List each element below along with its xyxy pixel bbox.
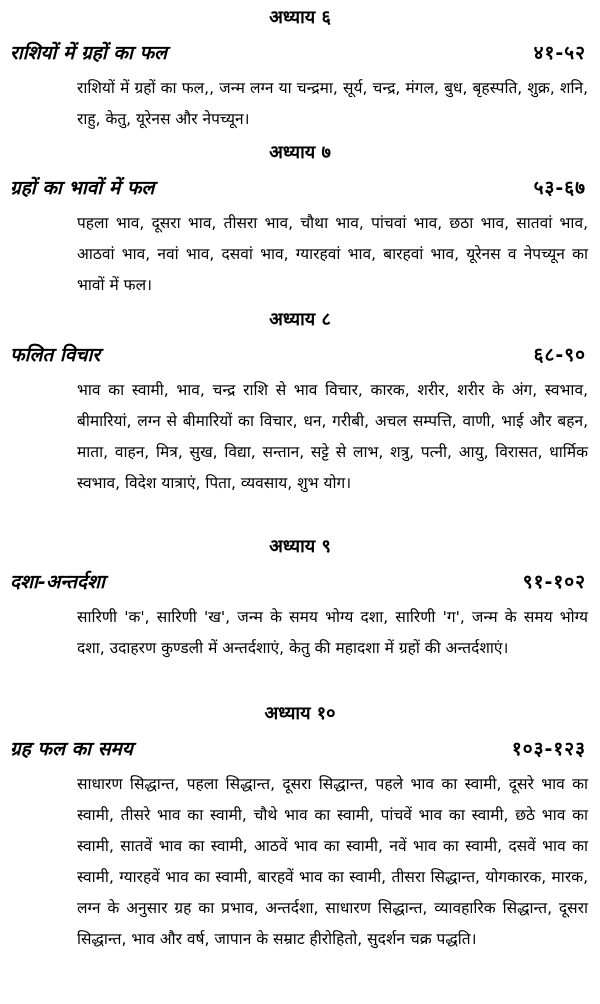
page-range: ६८-९०	[533, 344, 586, 366]
chapter-title: दशा-अन्तर्दशा	[10, 571, 105, 593]
chapter-description: सारिणी 'क', सारिणी 'ख', जन्म के समय भोग्य दशा, सारिणी 'ग', जन्म के समय भोग्य दशा, उदाहरण कुण्डली में अन्तर्दशाएं, केतु की महादशा में ग्रहों की अन्तर्दशाएं।	[77, 608, 588, 657]
chapter-title: ग्रह फल का समय	[10, 738, 133, 760]
chapter-description: भाव का स्वामी, भाव, चन्द्र राशि से भाव विचार, कारक, शरीर, शरीर के अंग, स्वभाव, बीमारियां, लग्न से बीमारियों का विचार, धन, गरीबी, अचल सम्पत्ति, वाणी, भाई और बहन, माता, वाहन, मित्र, सुख, विद्या, सन्तान, सट्टे से लाभ, शत्रु, पत्नी, आयु, विरासत, धार्मिक स्वभाव, विदेश यात्राएं, पिता, व्यवसाय, शुभ योग।	[77, 381, 588, 492]
chapter-8	[0, 308, 600, 499]
chapter-title-row	[0, 570, 600, 594]
page-range: १०३-१२३	[511, 738, 586, 760]
page-range: ४१-५२	[533, 42, 586, 64]
chapter-title: राशियों में ग्रहों का फल	[10, 42, 168, 64]
chapter-description: राशियों में ग्रहों का फल,, जन्म लग्न या चन्द्रमा, सूर्य, चन्द्र, मंगल, बुध, बृहस्पति, शुक्र, शनि, राहु, केतु, यूरेनस और नेपच्यून।	[77, 79, 588, 128]
chapter-6	[0, 6, 600, 135]
chapter-heading: अध्याय १०	[264, 703, 336, 724]
chapter-10	[0, 702, 600, 955]
chapter-title-row	[0, 343, 600, 367]
chapter-title-row	[0, 176, 600, 200]
chapter-title-row	[0, 737, 600, 761]
chapter-description: पहला भाव, दूसरा भाव, तीसरा भाव, चौथा भाव, पांचवां भाव, छठा भाव, सातवां भाव, आठवां भाव, नवां भाव, दसवां भाव, ग्यारहवां भाव, बारहवां भाव, यूरेनस व नेपच्यून का भावों में फल।	[77, 214, 588, 294]
page-range: ९१-१०२	[522, 571, 586, 593]
chapter-title-row	[0, 41, 600, 65]
chapter-9	[0, 535, 600, 664]
chapter-title: ग्रहों का भावों में फल	[10, 177, 155, 199]
chapter-heading: अध्याय ७	[269, 142, 331, 163]
chapter-heading: अध्याय ८	[269, 309, 331, 330]
page-range: ५३-६७	[533, 177, 586, 199]
chapter-title: फलित विचार	[10, 344, 101, 366]
chapter-7	[0, 141, 600, 301]
chapter-heading: अध्याय ९	[269, 536, 331, 557]
chapter-description: साधारण सिद्धान्त, पहला सिद्धान्त, दूसरा सिद्धान्त, पहले भाव का स्वामी, दूसरे भाव का स्वामी, तीसरे भाव का स्वामी, चौथे भाव का स्वामी, पांचवें भाव का स्वामी, छठे भाव का स्वामी, सातवें भाव का स्वामी, आठवें भाव का स्वामी, नवें भाव का स्वामी, दसवें भाव का स्वामी, ग्यारहवें भाव का स्वामी, बारहवें भाव का स्वामी, तीसरा सिद्धान्त, योगकारक, मारक, लग्न के अनुसार ग्रह का प्रभाव, अन्तर्दशा, साधारण सिद्धान्त, व्यावहारिक सिद्धान्त, दूसरा सिद्धान्त, भाव और वर्ष, जापान के सम्राट हीरोहितो, सुदर्शन चक्र पद्धति।	[77, 775, 588, 948]
chapter-heading: अध्याय ६	[269, 7, 331, 28]
